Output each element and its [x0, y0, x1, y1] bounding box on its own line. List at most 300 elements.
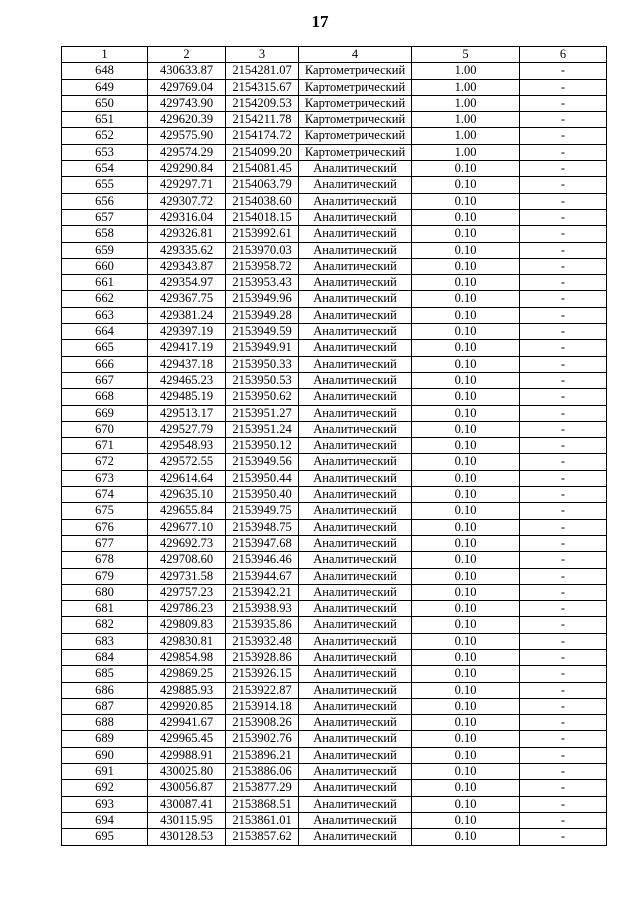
cell-point-number: 649: [62, 79, 148, 95]
cell-x: 429965.45: [148, 731, 226, 747]
cell-x: 429335.62: [148, 242, 226, 258]
cell-method: Аналитический: [299, 372, 412, 388]
cell-method: Аналитический: [299, 226, 412, 242]
cell-method: Картометрический: [299, 79, 412, 95]
cell-accuracy: 0.10: [412, 764, 520, 780]
cell-accuracy: 0.10: [412, 552, 520, 568]
cell-accuracy: 0.10: [412, 503, 520, 519]
cell-description: -: [520, 112, 607, 128]
cell-x: 429830.81: [148, 633, 226, 649]
cell-accuracy: 0.10: [412, 389, 520, 405]
cell-method: Аналитический: [299, 519, 412, 535]
cell-x: 429769.04: [148, 79, 226, 95]
table-row: [62, 601, 607, 617]
cell-accuracy: 0.10: [412, 747, 520, 763]
cell-x: 429465.23: [148, 372, 226, 388]
cell-method: Аналитический: [299, 356, 412, 372]
table-row: [62, 503, 607, 519]
table-row: [62, 764, 607, 780]
cell-method: Аналитический: [299, 438, 412, 454]
table-row: [62, 372, 607, 388]
header-cell-description: 6: [520, 47, 607, 63]
table-row: [62, 144, 607, 160]
cell-accuracy: 1.00: [412, 112, 520, 128]
cell-accuracy: 0.10: [412, 226, 520, 242]
cell-method: Аналитический: [299, 633, 412, 649]
cell-x: 429575.90: [148, 128, 226, 144]
cell-y: 2153951.27: [226, 405, 299, 421]
header-cell-method: 4: [299, 47, 412, 63]
cell-accuracy: 0.10: [412, 291, 520, 307]
cell-description: -: [520, 242, 607, 258]
cell-x: 429885.93: [148, 682, 226, 698]
cell-x: 429655.84: [148, 503, 226, 519]
cell-accuracy: 0.10: [412, 682, 520, 698]
cell-y: 2153896.21: [226, 747, 299, 763]
table-row: [62, 487, 607, 503]
cell-x: 429527.79: [148, 421, 226, 437]
cell-point-number: 677: [62, 535, 148, 551]
cell-accuracy: 0.10: [412, 519, 520, 535]
cell-x: 429786.23: [148, 601, 226, 617]
cell-description: -: [520, 731, 607, 747]
cell-description: -: [520, 829, 607, 845]
cell-description: -: [520, 63, 607, 79]
cell-description: -: [520, 421, 607, 437]
cell-point-number: 658: [62, 226, 148, 242]
cell-point-number: 654: [62, 161, 148, 177]
cell-method: Аналитический: [299, 209, 412, 225]
cell-y: 2153949.91: [226, 340, 299, 356]
table-row: [62, 617, 607, 633]
cell-accuracy: 0.10: [412, 796, 520, 812]
cell-method: Аналитический: [299, 829, 412, 845]
cell-point-number: 684: [62, 649, 148, 665]
table-row: [62, 535, 607, 551]
cell-y: 2153946.46: [226, 552, 299, 568]
cell-accuracy: 0.10: [412, 372, 520, 388]
table-row: [62, 161, 607, 177]
cell-point-number: 670: [62, 421, 148, 437]
cell-description: -: [520, 568, 607, 584]
cell-method: Аналитический: [299, 275, 412, 291]
cell-point-number: 673: [62, 470, 148, 486]
cell-method: Картометрический: [299, 128, 412, 144]
cell-y: 2153935.86: [226, 617, 299, 633]
cell-y: 2153944.67: [226, 568, 299, 584]
cell-accuracy: 0.10: [412, 177, 520, 193]
cell-x: 429677.10: [148, 519, 226, 535]
table-row: [62, 454, 607, 470]
cell-accuracy: 0.10: [412, 454, 520, 470]
cell-method: Аналитический: [299, 584, 412, 600]
cell-accuracy: 1.00: [412, 144, 520, 160]
table-row: [62, 226, 607, 242]
cell-description: -: [520, 389, 607, 405]
cell-x: 429397.19: [148, 324, 226, 340]
table-row: [62, 796, 607, 812]
cell-x: 429513.17: [148, 405, 226, 421]
cell-point-number: 690: [62, 747, 148, 763]
cell-description: -: [520, 698, 607, 714]
cell-point-number: 683: [62, 633, 148, 649]
cell-x: 429620.39: [148, 112, 226, 128]
cell-method: Аналитический: [299, 487, 412, 503]
cell-method: Аналитический: [299, 177, 412, 193]
cell-y: 2153949.96: [226, 291, 299, 307]
table-row: [62, 649, 607, 665]
cell-accuracy: 0.10: [412, 258, 520, 274]
cell-y: 2153950.53: [226, 372, 299, 388]
cell-y: 2153950.33: [226, 356, 299, 372]
table-row: [62, 275, 607, 291]
cell-description: -: [520, 487, 607, 503]
cell-method: Аналитический: [299, 470, 412, 486]
cell-description: -: [520, 535, 607, 551]
cell-description: -: [520, 780, 607, 796]
table-row: [62, 568, 607, 584]
cell-x: 429290.84: [148, 161, 226, 177]
cell-method: Аналитический: [299, 649, 412, 665]
cell-method: Аналитический: [299, 324, 412, 340]
cell-accuracy: 0.10: [412, 438, 520, 454]
cell-accuracy: 0.10: [412, 324, 520, 340]
cell-description: -: [520, 161, 607, 177]
cell-point-number: 671: [62, 438, 148, 454]
cell-x: 429572.55: [148, 454, 226, 470]
cell-description: -: [520, 796, 607, 812]
cell-y: 2153947.68: [226, 535, 299, 551]
cell-y: 2153868.51: [226, 796, 299, 812]
cell-y: 2153951.24: [226, 421, 299, 437]
cell-x: 430633.87: [148, 63, 226, 79]
cell-accuracy: 0.10: [412, 568, 520, 584]
cell-point-number: 664: [62, 324, 148, 340]
cell-method: Аналитический: [299, 666, 412, 682]
cell-description: -: [520, 617, 607, 633]
cell-x: 430087.41: [148, 796, 226, 812]
cell-description: -: [520, 666, 607, 682]
cell-point-number: 662: [62, 291, 148, 307]
cell-point-number: 681: [62, 601, 148, 617]
cell-method: Аналитический: [299, 291, 412, 307]
cell-y: 2153877.29: [226, 780, 299, 796]
table-row: [62, 291, 607, 307]
cell-method: Аналитический: [299, 242, 412, 258]
cell-description: -: [520, 356, 607, 372]
table-header: [62, 47, 607, 63]
cell-accuracy: 0.10: [412, 242, 520, 258]
cell-description: -: [520, 601, 607, 617]
cell-y: 2153958.72: [226, 258, 299, 274]
cell-accuracy: 0.10: [412, 698, 520, 714]
table-row: [62, 193, 607, 209]
table-row: [62, 177, 607, 193]
cell-point-number: 695: [62, 829, 148, 845]
cell-point-number: 680: [62, 584, 148, 600]
cell-method: Аналитический: [299, 535, 412, 551]
cell-x: 429326.81: [148, 226, 226, 242]
cell-x: 429437.18: [148, 356, 226, 372]
cell-accuracy: 0.10: [412, 470, 520, 486]
header-cell-point-number: 1: [62, 47, 148, 63]
cell-y: 2153949.56: [226, 454, 299, 470]
table-row: [62, 356, 607, 372]
cell-method: Аналитический: [299, 454, 412, 470]
cell-x: 429692.73: [148, 535, 226, 551]
cell-point-number: 676: [62, 519, 148, 535]
cell-description: -: [520, 324, 607, 340]
cell-accuracy: 0.10: [412, 666, 520, 682]
cell-description: -: [520, 177, 607, 193]
cell-y: 2154315.67: [226, 79, 299, 95]
cell-x: 429316.04: [148, 209, 226, 225]
cell-point-number: 665: [62, 340, 148, 356]
cell-method: Аналитический: [299, 747, 412, 763]
cell-accuracy: 0.10: [412, 487, 520, 503]
table-row: [62, 209, 607, 225]
cell-description: -: [520, 552, 607, 568]
cell-accuracy: 0.10: [412, 584, 520, 600]
table-row: [62, 405, 607, 421]
cell-y: 2153949.28: [226, 307, 299, 323]
table-row: [62, 682, 607, 698]
cell-y: 2153949.59: [226, 324, 299, 340]
cell-x: 430128.53: [148, 829, 226, 845]
cell-description: -: [520, 764, 607, 780]
table-row: [62, 698, 607, 714]
cell-y: 2153857.62: [226, 829, 299, 845]
cell-point-number: 694: [62, 812, 148, 828]
cell-y: 2154081.45: [226, 161, 299, 177]
table-row: [62, 633, 607, 649]
cell-point-number: 674: [62, 487, 148, 503]
cell-x: 429920.85: [148, 698, 226, 714]
cell-description: -: [520, 128, 607, 144]
cell-description: -: [520, 275, 607, 291]
cell-y: 2154018.15: [226, 209, 299, 225]
table-row: [62, 324, 607, 340]
cell-y: 2153949.75: [226, 503, 299, 519]
cell-point-number: 651: [62, 112, 148, 128]
cell-description: -: [520, 405, 607, 421]
cell-y: 2153942.21: [226, 584, 299, 600]
cell-x: 429941.67: [148, 715, 226, 731]
cell-point-number: 660: [62, 258, 148, 274]
cell-y: 2153932.48: [226, 633, 299, 649]
cell-point-number: 657: [62, 209, 148, 225]
cell-description: -: [520, 95, 607, 111]
cell-point-number: 663: [62, 307, 148, 323]
cell-y: 2153938.93: [226, 601, 299, 617]
cell-point-number: 678: [62, 552, 148, 568]
cell-method: Аналитический: [299, 682, 412, 698]
cell-point-number: 689: [62, 731, 148, 747]
cell-y: 2153948.75: [226, 519, 299, 535]
cell-y: 2153953.43: [226, 275, 299, 291]
cell-description: -: [520, 144, 607, 160]
cell-description: -: [520, 372, 607, 388]
cell-point-number: 686: [62, 682, 148, 698]
cell-method: Картометрический: [299, 63, 412, 79]
cell-x: 429381.24: [148, 307, 226, 323]
cell-point-number: 666: [62, 356, 148, 372]
cell-description: -: [520, 715, 607, 731]
cell-accuracy: 0.10: [412, 715, 520, 731]
cell-description: -: [520, 209, 607, 225]
cell-point-number: 687: [62, 698, 148, 714]
cell-x: 430056.87: [148, 780, 226, 796]
table-row: [62, 79, 607, 95]
cell-x: 429417.19: [148, 340, 226, 356]
cell-method: Аналитический: [299, 568, 412, 584]
cell-accuracy: 0.10: [412, 307, 520, 323]
cell-method: Аналитический: [299, 698, 412, 714]
table-row: [62, 584, 607, 600]
cell-x: 430025.80: [148, 764, 226, 780]
cell-description: -: [520, 454, 607, 470]
cell-description: -: [520, 79, 607, 95]
page-number: 17: [311, 12, 329, 31]
cell-accuracy: 0.10: [412, 161, 520, 177]
cell-x: 429307.72: [148, 193, 226, 209]
cell-y: 2153992.61: [226, 226, 299, 242]
cell-y: 2153861.01: [226, 812, 299, 828]
cell-y: 2153902.76: [226, 731, 299, 747]
cell-accuracy: 0.10: [412, 617, 520, 633]
cell-accuracy: 0.10: [412, 275, 520, 291]
cell-accuracy: 0.10: [412, 405, 520, 421]
coordinates-table: [61, 46, 607, 846]
cell-point-number: 692: [62, 780, 148, 796]
cell-y: 2153922.87: [226, 682, 299, 698]
table-row: [62, 112, 607, 128]
cell-accuracy: 1.00: [412, 63, 520, 79]
header-cell-x: 2: [148, 47, 226, 63]
cell-accuracy: 0.10: [412, 421, 520, 437]
cell-method: Аналитический: [299, 421, 412, 437]
cell-accuracy: 0.10: [412, 209, 520, 225]
cell-x: 429854.98: [148, 649, 226, 665]
cell-point-number: 653: [62, 144, 148, 160]
cell-y: 2153950.62: [226, 389, 299, 405]
cell-description: -: [520, 747, 607, 763]
cell-y: 2153928.86: [226, 649, 299, 665]
cell-y: 2153926.15: [226, 666, 299, 682]
cell-accuracy: 0.10: [412, 633, 520, 649]
cell-method: Аналитический: [299, 731, 412, 747]
cell-method: Аналитический: [299, 503, 412, 519]
cell-description: -: [520, 649, 607, 665]
table-row: [62, 421, 607, 437]
table-row: [62, 340, 607, 356]
cell-description: -: [520, 340, 607, 356]
cell-x: 429731.58: [148, 568, 226, 584]
table-row: [62, 715, 607, 731]
header-row: [62, 47, 607, 63]
table-row: [62, 63, 607, 79]
cell-point-number: 668: [62, 389, 148, 405]
cell-method: Аналитический: [299, 161, 412, 177]
cell-description: -: [520, 584, 607, 600]
table-row: [62, 552, 607, 568]
cell-accuracy: 0.10: [412, 649, 520, 665]
table-row: [62, 812, 607, 828]
cell-method: Аналитический: [299, 715, 412, 731]
cell-description: -: [520, 812, 607, 828]
cell-method: Аналитический: [299, 812, 412, 828]
cell-x: 429297.71: [148, 177, 226, 193]
cell-description: -: [520, 519, 607, 535]
cell-accuracy: 0.10: [412, 356, 520, 372]
cell-accuracy: 0.10: [412, 601, 520, 617]
table-row: [62, 95, 607, 111]
cell-y: 2154038.60: [226, 193, 299, 209]
cell-y: 2154211.78: [226, 112, 299, 128]
cell-y: 2153950.12: [226, 438, 299, 454]
cell-method: Аналитический: [299, 617, 412, 633]
table-row: [62, 780, 607, 796]
cell-accuracy: 0.10: [412, 829, 520, 845]
cell-x: 429485.19: [148, 389, 226, 405]
cell-method: Аналитический: [299, 764, 412, 780]
cell-y: 2154099.20: [226, 144, 299, 160]
table-row: [62, 389, 607, 405]
cell-x: 429757.23: [148, 584, 226, 600]
cell-x: 429354.97: [148, 275, 226, 291]
table-row: [62, 747, 607, 763]
table-row: [62, 470, 607, 486]
cell-description: -: [520, 258, 607, 274]
cell-point-number: 650: [62, 95, 148, 111]
cell-method: Аналитический: [299, 796, 412, 812]
cell-point-number: 655: [62, 177, 148, 193]
cell-point-number: 688: [62, 715, 148, 731]
cell-x: 429708.60: [148, 552, 226, 568]
cell-method: Картометрический: [299, 95, 412, 111]
cell-x: 429635.10: [148, 487, 226, 503]
cell-method: Аналитический: [299, 340, 412, 356]
cell-y: 2153950.44: [226, 470, 299, 486]
cell-x: 429614.64: [148, 470, 226, 486]
cell-x: 429743.90: [148, 95, 226, 111]
cell-method: Картометрический: [299, 144, 412, 160]
cell-x: 429988.91: [148, 747, 226, 763]
table-row: [62, 258, 607, 274]
cell-y: 2153970.03: [226, 242, 299, 258]
table-body: [62, 63, 607, 845]
cell-description: -: [520, 503, 607, 519]
cell-description: -: [520, 470, 607, 486]
cell-accuracy: 0.10: [412, 535, 520, 551]
cell-description: -: [520, 226, 607, 242]
header-cell-y: 3: [226, 47, 299, 63]
cell-description: -: [520, 291, 607, 307]
cell-point-number: 693: [62, 796, 148, 812]
header-cell-accuracy: 5: [412, 47, 520, 63]
cell-accuracy: 0.10: [412, 193, 520, 209]
cell-point-number: 667: [62, 372, 148, 388]
cell-y: 2154209.53: [226, 95, 299, 111]
table-row: [62, 731, 607, 747]
cell-accuracy: 1.00: [412, 128, 520, 144]
cell-method: Аналитический: [299, 258, 412, 274]
cell-point-number: 685: [62, 666, 148, 682]
cell-x: 429869.25: [148, 666, 226, 682]
table-row: [62, 438, 607, 454]
cell-point-number: 675: [62, 503, 148, 519]
cell-method: Аналитический: [299, 389, 412, 405]
